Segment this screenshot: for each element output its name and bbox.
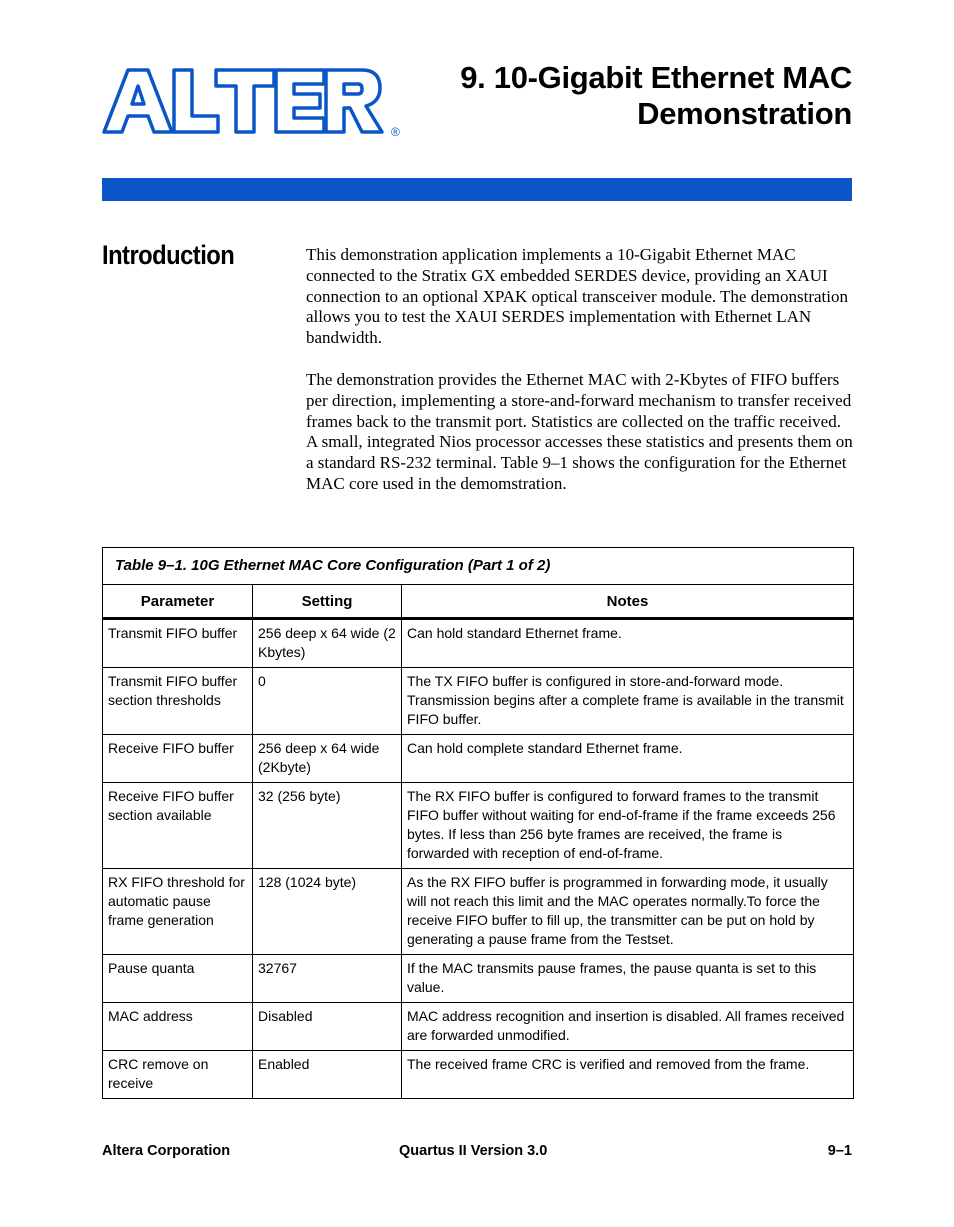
- table-row: [103, 619, 854, 668]
- config-table-container: [102, 547, 854, 1099]
- table-row: [103, 1003, 854, 1051]
- table-row: [103, 955, 854, 1003]
- column-header-parameter: Parameter: [103, 585, 253, 619]
- footer-version: Quartus II Version 3.0: [399, 1143, 548, 1159]
- notes-cell: MAC address recognition and insertion is disabled. All frames received are forwarded unmodified.: [402, 1003, 854, 1051]
- notes-cell: If the MAC transmits pause frames, the pause quanta is set to this value.: [402, 955, 854, 1003]
- parameter-cell: Transmit FIFO buffer: [103, 619, 253, 668]
- table-header-row: [103, 585, 854, 619]
- notes-cell: The TX FIFO buffer is configured in store-and-forward mode. Transmission begins after a complete frame is available in the transmit FIFO buffer.: [402, 668, 854, 735]
- setting-cell: 32 (256 byte): [253, 783, 402, 869]
- parameter-cell: MAC address: [103, 1003, 253, 1051]
- parameter-cell: CRC remove on receive: [103, 1051, 253, 1099]
- altera-logo: [100, 64, 412, 140]
- setting-cell: Enabled: [253, 1051, 402, 1099]
- footer-page-number: 9–1: [827, 1143, 852, 1159]
- setting-cell: Disabled: [253, 1003, 402, 1051]
- notes-cell: As the RX FIFO buffer is programmed in forwarding mode, it usually will not reach this limit and the MAC operates normally.To force the receive FIFO buffer to fill up, the transmitter can be put on hold by generating a pause frame from the Testset.: [402, 869, 854, 955]
- notes-cell: The RX FIFO buffer is configured to forward frames to the transmit FIFO buffer without waiting for end-of-frame if the frame exceeds 256 bytes. If less than 256 byte frames are received, the frame is forwarded with reception of end-of-frame.: [402, 783, 854, 869]
- chapter-title-line-1: 9. 10-Gigabit Ethernet MAC: [460, 60, 852, 95]
- parameter-cell: Transmit FIFO buffer section thresholds: [103, 668, 253, 735]
- table-row: [103, 668, 854, 735]
- setting-cell: 256 deep x 64 wide (2Kbyte): [253, 735, 402, 783]
- chapter-title: [392, 60, 852, 132]
- intro-paragraph-1: This demonstration application implements a 10-Gigabit Ethernet MAC connected to the Stratix GX embedded SERDES device, providing an XAUI connection to an optional XPAK optical transceiver module. The demonstration allows you to test the XAUI SERDES implementation with Ethernet LAN bandwidth.: [306, 245, 848, 348]
- parameter-cell: Receive FIFO buffer: [103, 735, 253, 783]
- svg-text:®: ®: [391, 125, 400, 139]
- intro-paragraph-2: The demonstration provides the Ethernet MAC with 2-Kbytes of FIFO buffers per direction, implementing a store-and-forward mechanism to transfer received frames back to the transmit port. Statistics are collected on the traffic received. A small, integrated Nios processor accesses these statistics and presents them on a standard RS-232 terminal. Table 9–1 shows the configuration for the Ethernet MAC core used in the demomstration.: [306, 370, 853, 493]
- table-caption: Table 9–1. 10G Ethernet MAC Core Configuration (Part 1 of 2): [102, 547, 854, 584]
- notes-cell: The received frame CRC is verified and removed from the frame.: [402, 1051, 854, 1099]
- column-header-notes: Notes: [402, 585, 854, 619]
- column-header-setting: Setting: [253, 585, 402, 619]
- setting-cell: 0: [253, 668, 402, 735]
- footer-company: Altera Corporation: [102, 1143, 231, 1159]
- setting-cell: 32767: [253, 955, 402, 1003]
- page-footer: [102, 1143, 852, 1163]
- notes-cell: Can hold standard Ethernet frame.: [402, 619, 854, 668]
- section-heading: Introduction: [102, 240, 235, 270]
- setting-cell: 256 deep x 64 wide (2 Kbytes): [253, 619, 402, 668]
- notes-cell: Can hold complete standard Ethernet frame.: [402, 735, 854, 783]
- table-row: [103, 1051, 854, 1099]
- table-row: [103, 869, 854, 955]
- chapter-title-line-2: Demonstration: [637, 96, 852, 131]
- parameter-cell: Pause quanta: [103, 955, 253, 1003]
- parameter-cell: RX FIFO threshold for automatic pause frame generation: [103, 869, 253, 955]
- table-row: [103, 783, 854, 869]
- altera-logo-graphic: [100, 64, 412, 140]
- setting-cell: 128 (1024 byte): [253, 869, 402, 955]
- parameter-cell: Receive FIFO buffer section available: [103, 783, 253, 869]
- config-table: [102, 547, 854, 1099]
- table-row: [103, 735, 854, 783]
- chapter-header-bar: [102, 178, 852, 201]
